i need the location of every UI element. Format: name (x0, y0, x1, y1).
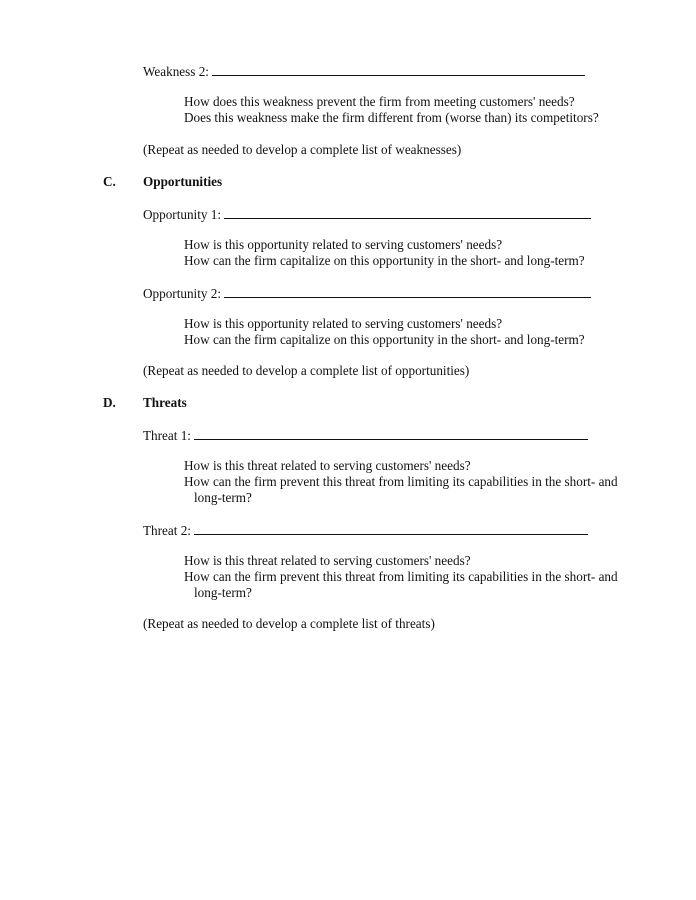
section-d-letter: D. (103, 395, 116, 410)
weakness-2-blank-line[interactable] (212, 62, 585, 76)
section-c-title: Opportunities (143, 174, 223, 189)
opportunity-2-question-1: How is this opportunity related to serving customers' needs? (184, 316, 503, 331)
threat-1-question-2-continued: long-term? (194, 490, 252, 505)
opportunity-2-blank-line[interactable] (224, 284, 591, 298)
threat-2-blank-line[interactable] (194, 521, 588, 535)
threat-2-question-2-continued: long-term? (194, 585, 252, 600)
opportunity-1-label: Opportunity 1: (143, 207, 222, 222)
threat-1-row (143, 426, 588, 444)
threat-2-question-2: How can the firm prevent this threat from limiting its capabilities in the short- and (184, 569, 618, 584)
opportunity-1-blank-line[interactable] (224, 205, 591, 219)
weaknesses-repeat-note: (Repeat as needed to develop a complete list of weaknesses) (143, 142, 462, 157)
threat-1-label: Threat 1: (143, 428, 191, 443)
opportunities-repeat-note: (Repeat as needed to develop a complete list of opportunities) (143, 363, 470, 378)
opportunity-2-question-2: How can the firm capitalize on this opportunity in the short- and long-term? (184, 332, 585, 347)
opportunity-1-row (143, 205, 591, 223)
threat-2-question-1: How is this threat related to serving customers' needs? (184, 553, 471, 568)
threat-1-question-1: How is this threat related to serving customers' needs? (184, 458, 471, 473)
threat-1-blank-line[interactable] (194, 426, 588, 440)
threats-repeat-note: (Repeat as needed to develop a complete list of threats) (143, 616, 435, 631)
opportunity-2-label: Opportunity 2: (143, 286, 222, 301)
opportunity-1-question-1: How is this opportunity related to serving customers' needs? (184, 237, 503, 252)
opportunity-1-question-2: How can the firm capitalize on this opportunity in the short- and long-term? (184, 253, 585, 268)
weakness-2-row (143, 62, 585, 80)
weakness-2-label: Weakness 2: (143, 64, 209, 79)
weakness-2-question-1: How does this weakness prevent the firm from meeting customers' needs? (184, 94, 575, 109)
weakness-2-question-2: Does this weakness make the firm different from (worse than) its competitors? (184, 110, 599, 125)
section-d-title: Threats (143, 395, 187, 410)
threat-1-question-2: How can the firm prevent this threat from limiting its capabilities in the short- and (184, 474, 618, 489)
threat-2-row (143, 521, 588, 539)
threat-2-label: Threat 2: (143, 523, 191, 538)
section-c-letter: C. (103, 174, 116, 189)
opportunity-2-row (143, 284, 591, 302)
